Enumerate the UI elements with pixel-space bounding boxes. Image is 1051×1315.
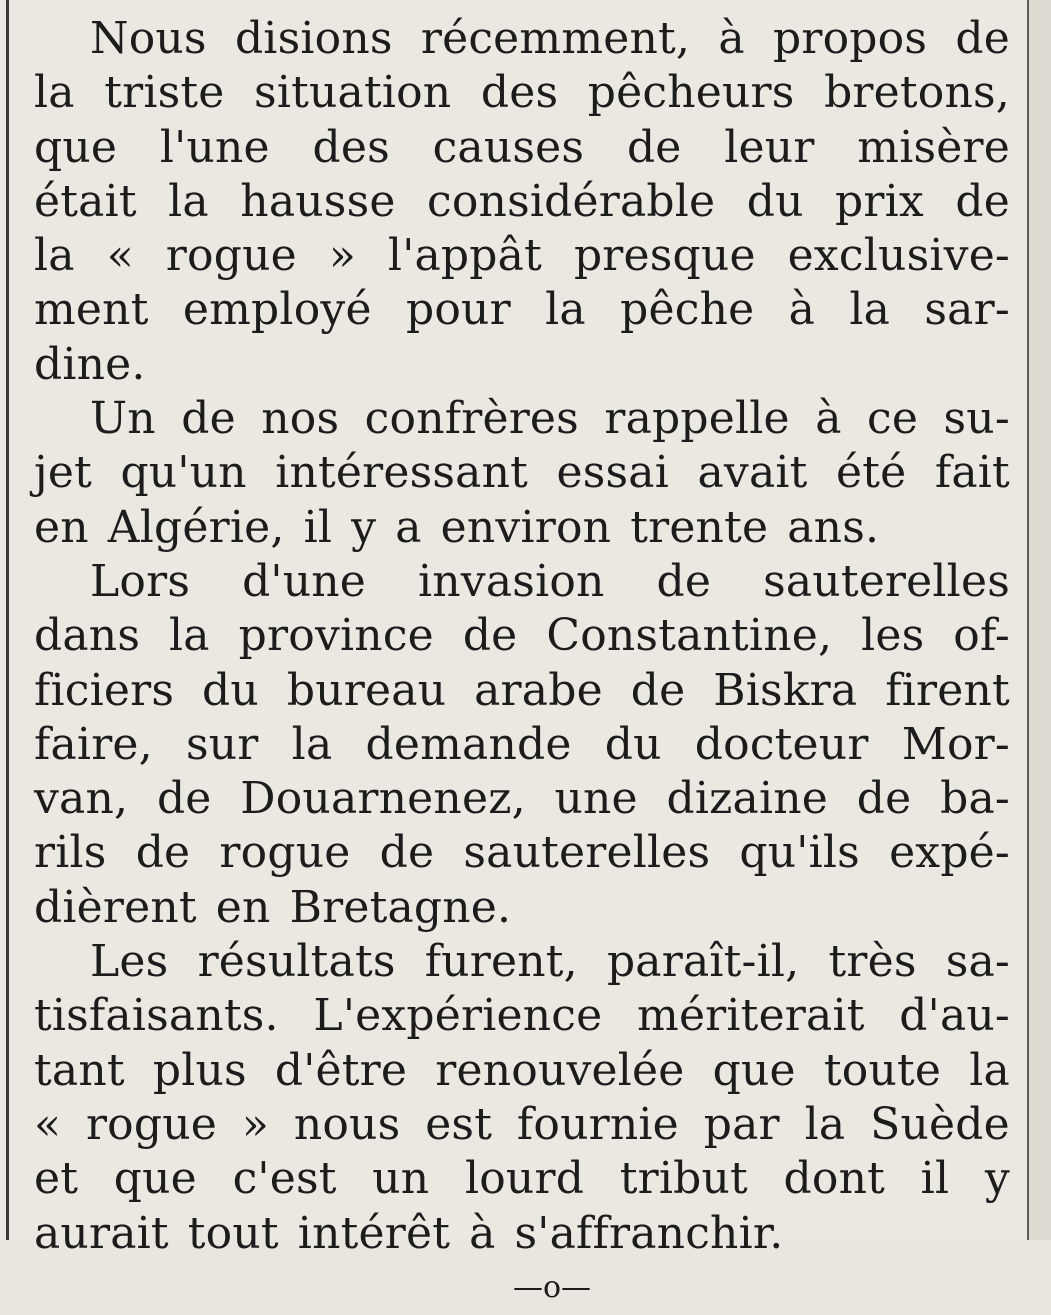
text-line: faire, sur la demande du docteur Mor- [34,718,1010,770]
adjacent-column-bleed [1029,0,1051,1240]
text-line: était la hausse considérable du prix de [34,175,1010,227]
text-line: aurait tout intérêt à s'affranchir. [34,1207,784,1259]
text-line: que l'une des causes de leur misère [34,121,1010,173]
text-line: la triste situation des pêcheurs bretons, [34,67,1010,119]
column-rule-left [6,0,9,1240]
text-line: dièrent en Bretagne. [34,881,512,933]
text-line: van, de Douarnenez, une dizaine de ba- [34,773,1010,825]
text-line: Les résultats furent, paraît-il, très sa- [90,936,1010,988]
text-line: Un de nos confrères rappelle à ce su- [90,393,1010,445]
text-line: tisfaisants. L'expérience mériterait d'au- [34,990,1010,1042]
text-line: ment employé pour la pêche à la sar- [34,284,1010,336]
text-line: dine. [34,338,146,390]
text-line: ficiers du bureau arabe de Biskra firent [34,664,1010,716]
text-line: dans la province de Constantine, les of- [34,610,1010,662]
text-line: jet qu'un intéressant essai avait été fait [34,447,1010,499]
text-line: la « rogue » l'appât presque exclusive- [34,230,1010,282]
section-separator: —o— [512,1269,592,1305]
article-column [34,12,1010,1315]
text-line: Nous disions récemment, à propos de [90,13,1010,64]
text-line: « rogue » nous est fournie par la Suède [34,1098,1010,1150]
text-line: en Algérie, il y a environ trente ans. [34,501,880,553]
text-line: et que c'est un lourd tribut dont il y [34,1153,1010,1205]
text-line: Lors d'une invasion de sauterelles [90,555,1010,607]
text-line: rils de rogue de sauterelles qu'ils expé- [34,827,1010,879]
text-line: tant plus d'être renouvelée que toute la [34,1044,1010,1096]
